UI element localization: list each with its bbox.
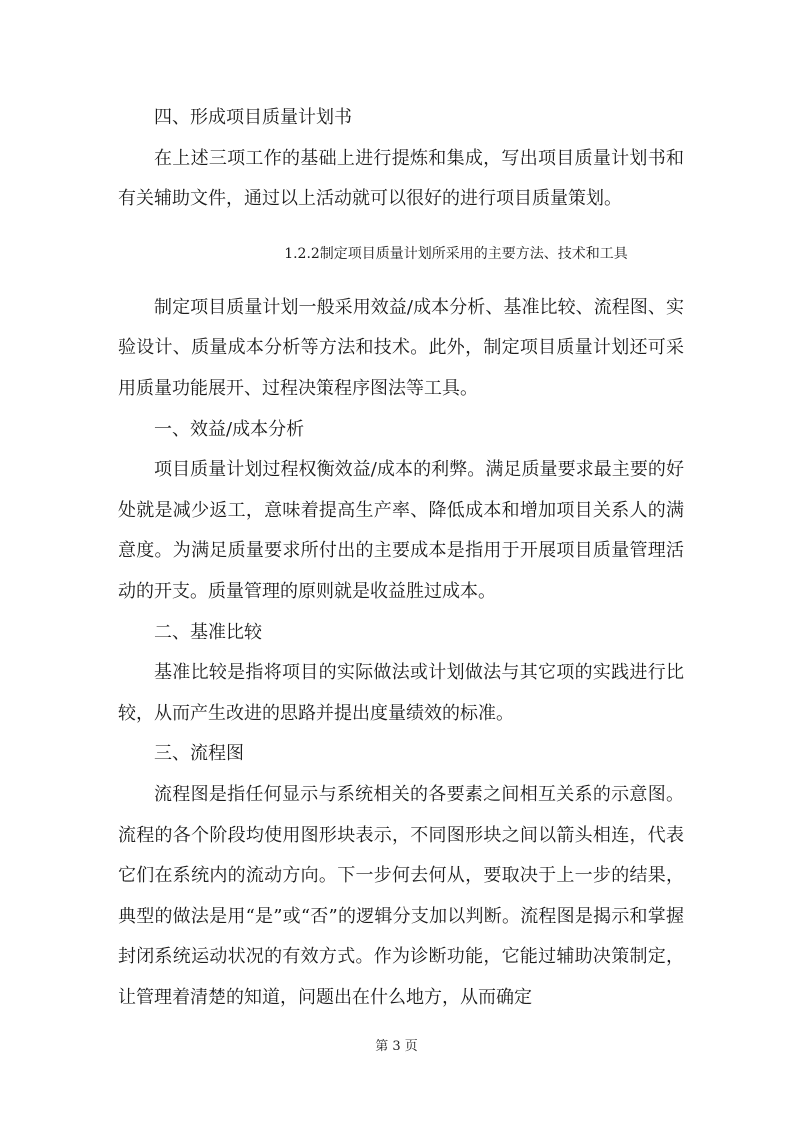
paragraph-flowchart: 流程图是指任何显示与系统相关的各要素之间相互关系的示意图。流程的各个阶段均使用图形块表示，不同图形块之间以箭头相连，代表它们在系统内的流动方向。下一步何去何从，要取决于上一步的结果，典型的做法是用“是”或“否”的逻辑分支加以判断。流程图是揭示和掌握封闭系统运动状况的有效方式。作为诊断功能，它能过辅助决策制定，让管理着清楚的知道，问题出在什么地方，从而确定 <box>118 783 684 1008</box>
paragraph-methods-overview: 制定项目质量计划一般采用效益/成本分析、基准比较、流程图、实验设计、质量成本分析等方法和技术。此外，制定项目质量计划还可采用质量功能展开、过程决策程序图法等工具。 <box>118 296 684 399</box>
paragraph-quality-plan-summary: 在上述三项工作的基础上进行提炼和集成，写出项目质量计划书和有关辅助文件，通过以上活动就可以很好的进行项目质量策划。 <box>118 147 684 210</box>
heading-cost-benefit-analysis: 一、效益/成本分析 <box>154 418 305 440</box>
heading-flowchart: 三、流程图 <box>154 743 244 765</box>
document-body <box>118 98 684 1018</box>
section-title-methods-tools: 1.2.2制定项目质量计划所采用的主要方法、技术和工具 <box>284 245 628 262</box>
paragraph-benchmarking: 基准比较是指将项目的实际做法或计划做法与其它项的实践进行比较，从而产生改进的思路并提出度量绩效的标准。 <box>118 662 684 724</box>
page-number: 第 3 页 <box>375 1039 418 1054</box>
heading-form-quality-plan: 四、形成项目质量计划书 <box>154 107 352 128</box>
paragraph-cost-benefit: 项目质量计划过程权衡效益/成本的利弊。满足质量要求最主要的好处就是减少返工，意味着提高生产率、降低成本和增加项目关系人的满意度。为满足质量要求所付出的主要成本是指用于开展项目质量管理活动的开支。质量管理的原则就是收益胜过成本。 <box>118 459 684 602</box>
heading-benchmarking: 二、基准比较 <box>154 621 262 643</box>
